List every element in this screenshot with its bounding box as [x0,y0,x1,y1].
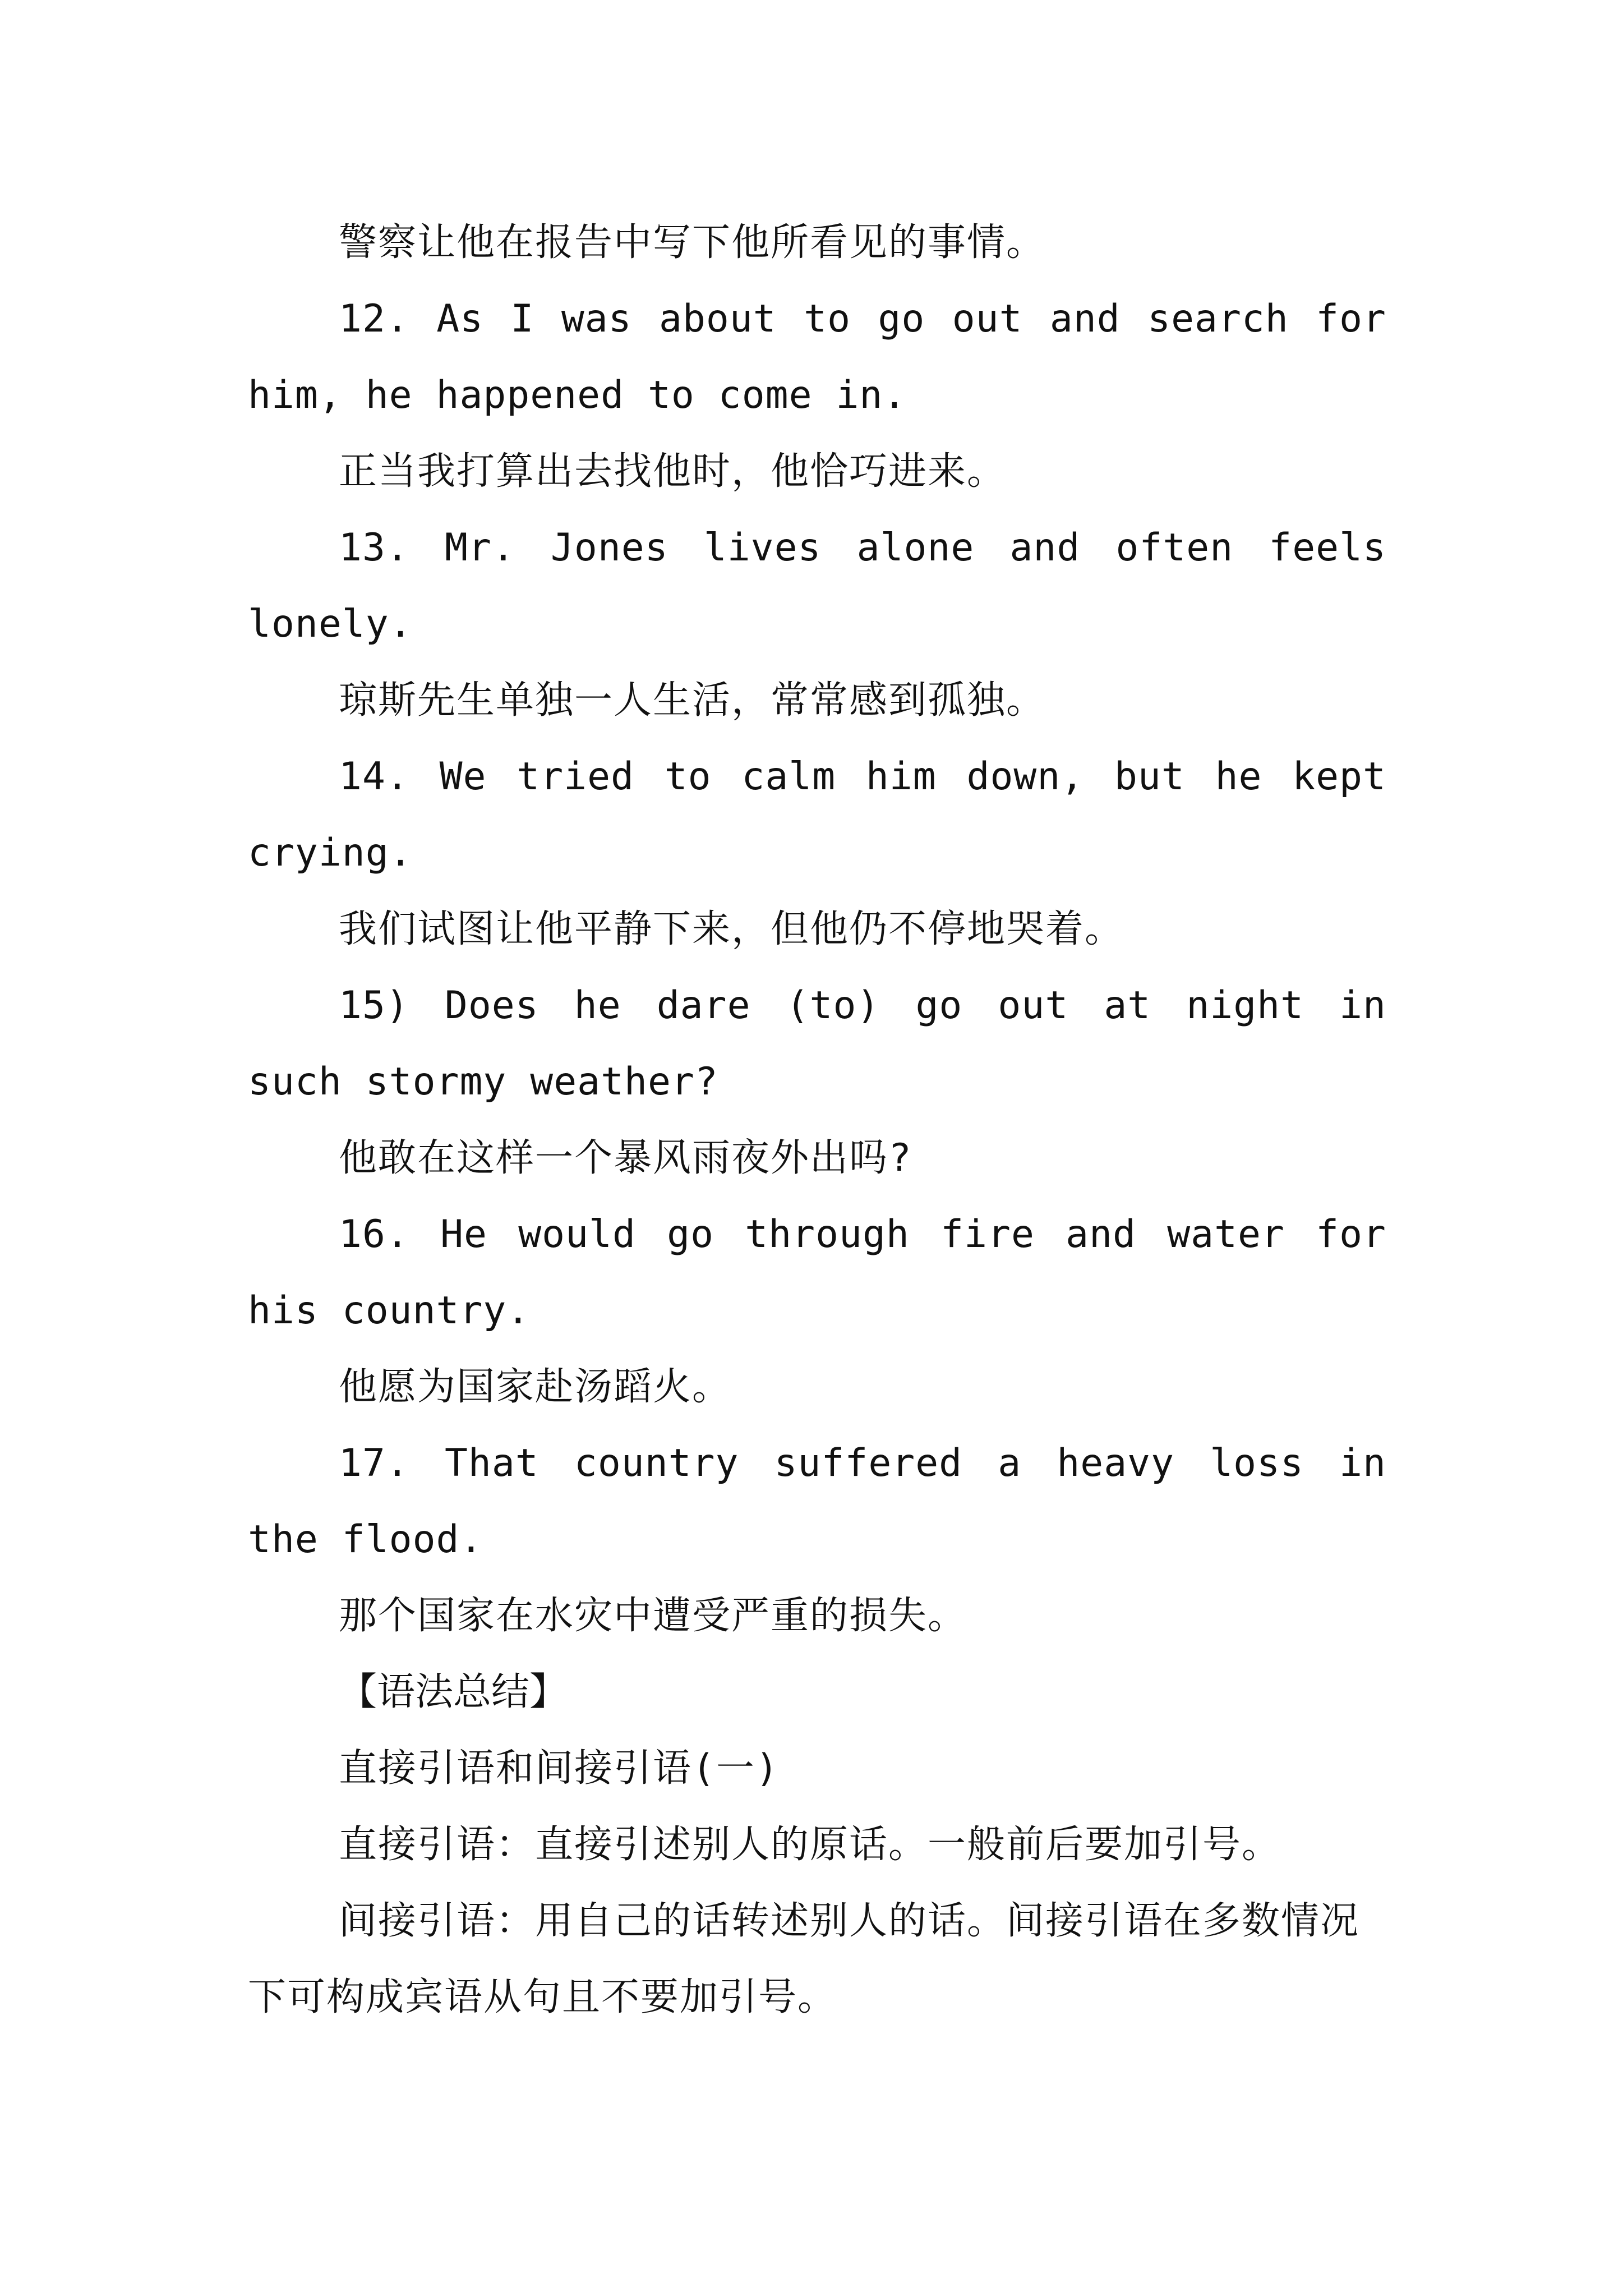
sentence-14-chinese: 我们试图让他平静下来，但他仍不停地哭着。 [339,907,1124,951]
sentence-15-chinese: 他敢在这样一个暴风雨夜外出吗? [339,1136,912,1180]
sentence-13-english: 13. Mr. Jones lives alone and often feels lonely. [248,526,1386,646]
sentence-14-english: 14. We tried to calm him down, but he kept crying. [248,754,1386,875]
grammar-topic-title: 直接引语和间接引语(一) [339,1746,780,1791]
sentence-17-english: 17. That country suffered a heavy loss in the flood. [248,1441,1386,1562]
indirect-speech-definition: 间接引语：用自己的话转述别人的话。间接引语在多数情况下可构成宾语从句且不要加引号。 [248,1899,1360,2019]
grammar-summary-heading: 【语法总结】 [339,1670,568,1714]
translation-paragraph-11: 警察让他在报告中写下他所看见的事情。 [339,220,1046,265]
sentence-17-chinese: 那个国家在水灾中遭受严重的损失。 [339,1594,967,1638]
sentence-12-chinese: 正当我打算出去找他时，他恰巧进来。 [339,449,1007,494]
sentence-13-chinese: 琼斯先生单独一人生活，常常感到孤独。 [339,678,1046,723]
direct-speech-definition: 直接引语：直接引述别人的原话。一般前后要加引号。 [339,1823,1281,1867]
sentence-16-english: 16. He would go through fire and water for his country. [248,1212,1386,1333]
sentence-16-chinese: 他愿为国家赴汤蹈火。 [339,1365,732,1409]
sentence-15-english: 15) Does he dare (to) go out at night in such stormy weather? [248,983,1386,1104]
sentence-12-english: 12. As I was about to go out and search for him, he happened to come in. [248,297,1386,417]
document-body [248,205,1386,2036]
